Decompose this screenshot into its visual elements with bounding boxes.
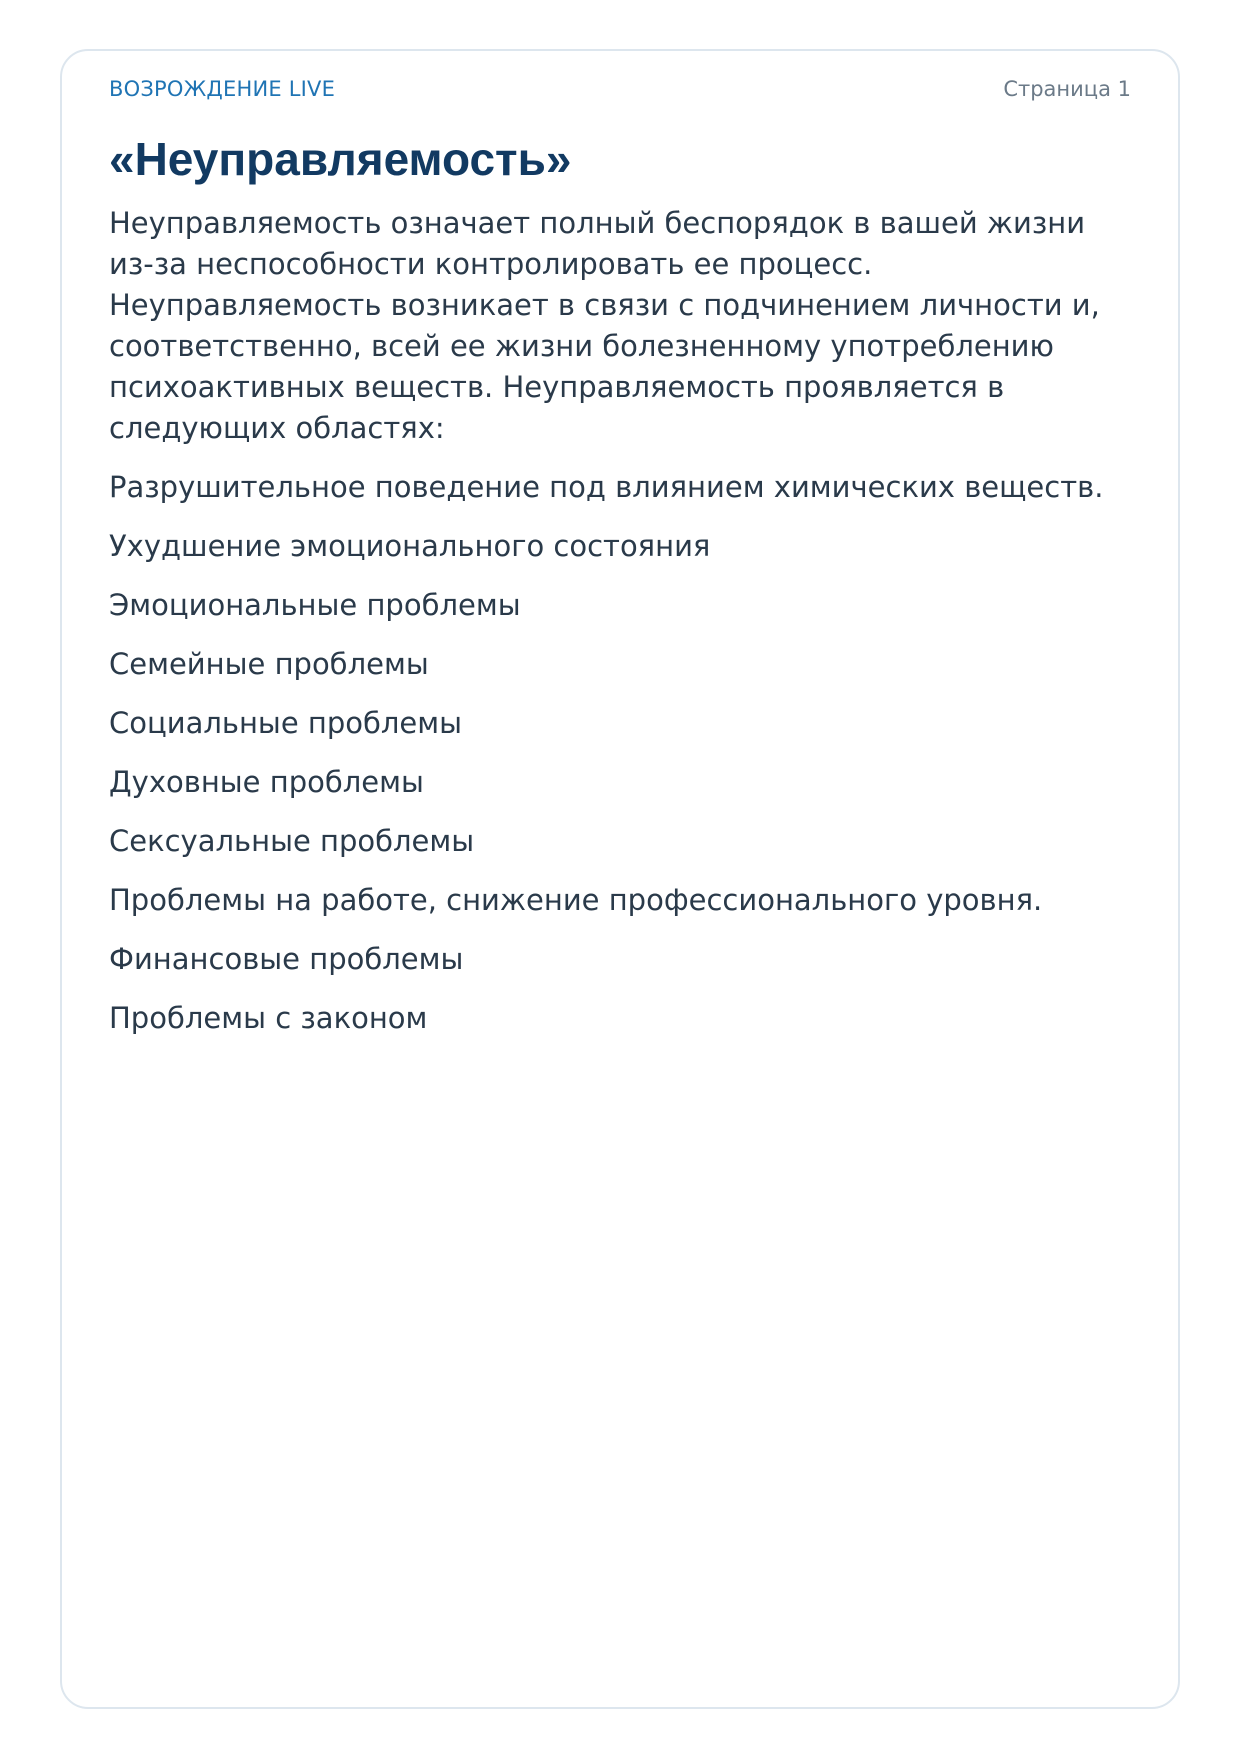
list-item: Духовные проблемы xyxy=(109,765,424,799)
list-item: Семейные проблемы xyxy=(109,647,429,681)
page-header xyxy=(109,73,1131,105)
list-item: Эмоциональные проблемы xyxy=(109,588,521,622)
document-title: «Неуправляемость» xyxy=(109,133,572,185)
list-item: Проблемы на работе, снижение профессионального уровня. xyxy=(109,883,1043,917)
list-item: Финансовые проблемы xyxy=(109,942,464,976)
page-number: Страница 1 xyxy=(1003,77,1131,101)
list-item: Разрушительное поведение под влиянием химических веществ. xyxy=(109,470,1104,504)
list-item: Проблемы с законом xyxy=(109,1001,428,1035)
document-body xyxy=(109,203,1139,1057)
intro-paragraph: Неуправляемость означает полный беспорядок в вашей жизни из-за неспособности контролировать ее процесс. Неуправляемость возникает в связи с подчинением личности и, соответственно, всей ее жизни болезненному употреблению психоактивных веществ. Неуправляемость проявляется в следующих областях: xyxy=(109,206,1100,445)
list-item: Ухудшение эмоционального состояния xyxy=(109,529,711,563)
list-item: Социальные проблемы xyxy=(109,706,463,740)
document-page xyxy=(60,49,1180,1709)
list-item: Сексуальные проблемы xyxy=(109,824,475,858)
brand-name: ВОЗРОЖДЕНИЕ LIVE xyxy=(109,77,336,101)
